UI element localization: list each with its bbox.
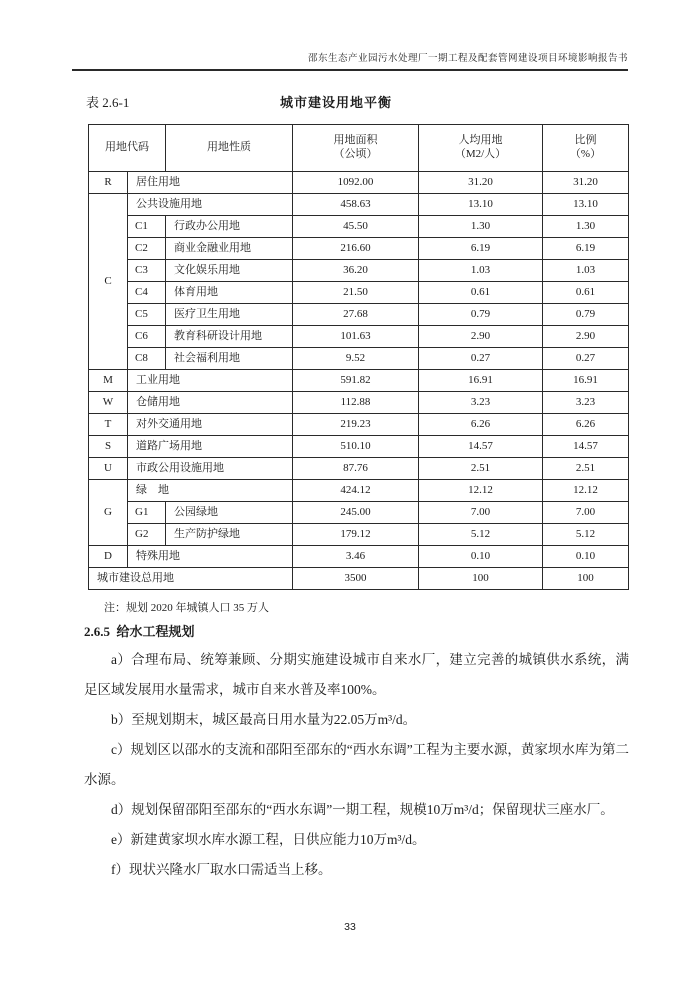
land-name: 市政公用设施用地 <box>128 458 293 480</box>
land-area: 9.52 <box>293 348 419 370</box>
land-code: U <box>89 458 128 480</box>
per-capita: 6.26 <box>419 414 543 436</box>
land-area: 245.00 <box>293 502 419 524</box>
table-row <box>89 326 629 348</box>
land-area: 179.12 <box>293 524 419 546</box>
land-area: 3500 <box>293 568 419 590</box>
land-name: 特殊用地 <box>128 546 293 568</box>
ratio: 14.57 <box>543 436 629 458</box>
land-subcode: C2 <box>128 238 166 260</box>
land-subcode: C3 <box>128 260 166 282</box>
ratio: 0.10 <box>543 546 629 568</box>
paragraph-e: e）新建黄家坝水库水源工程，日供应能力10万m³/d。 <box>111 832 426 847</box>
paragraph-f: f）现状兴隆水厂取水口需适当上移。 <box>111 862 332 877</box>
per-capita: 1.30 <box>419 216 543 238</box>
land-area: 216.60 <box>293 238 419 260</box>
ratio: 16.91 <box>543 370 629 392</box>
land-name: 教育科研设计用地 <box>166 326 293 348</box>
table-label: 表 2.6-1 <box>86 95 130 110</box>
header-per-capita-line2: （M2/人） <box>454 148 507 160</box>
land-area: 27.68 <box>293 304 419 326</box>
header-land-code: 用地代码 <box>89 125 166 172</box>
header-per-capita-line1: 人均用地 <box>458 134 503 147</box>
ratio: 6.26 <box>543 414 629 436</box>
ratio: 5.12 <box>543 524 629 546</box>
ratio: 31.20 <box>543 172 629 194</box>
land-name: 社会福利用地 <box>166 348 293 370</box>
land-area: 45.50 <box>293 216 419 238</box>
land-name: 生产防护绿地 <box>166 524 293 546</box>
land-area: 21.50 <box>293 282 419 304</box>
table-row <box>89 238 629 260</box>
table-title: 城市建设用地平衡 <box>279 95 392 110</box>
land-name: 体育用地 <box>166 282 293 304</box>
per-capita: 6.19 <box>419 238 543 260</box>
ratio: 3.23 <box>543 392 629 414</box>
per-capita: 14.57 <box>419 436 543 458</box>
land-code: R <box>89 172 128 194</box>
header-land-area <box>293 125 419 172</box>
per-capita: 100 <box>419 568 543 590</box>
land-name: 文化娱乐用地 <box>166 260 293 282</box>
table-row <box>89 260 629 282</box>
land-subcode: C5 <box>128 304 166 326</box>
table-row <box>89 502 629 524</box>
header-land-area-line1: 用地面积 <box>333 134 378 147</box>
land-code: C <box>89 194 128 370</box>
table-row <box>89 546 629 568</box>
land-area: 112.88 <box>293 392 419 414</box>
land-name: 公共设施用地 <box>128 194 293 216</box>
land-name: 公园绿地 <box>166 502 293 524</box>
paragraph-c: c）规划区以邵水的支流和邵阳至邵东的“西水东调”工程为主要水源，黄家坝水库为第二水源。 <box>84 742 629 787</box>
header-ratio <box>543 125 629 172</box>
running-header: 邵东生态产业园污水处理厂一期工程及配套管网建设项目环境影响报告书 <box>72 50 628 71</box>
land-code: D <box>89 546 128 568</box>
body-text <box>84 645 629 885</box>
land-name: 道路广场用地 <box>128 436 293 458</box>
per-capita: 0.10 <box>419 546 543 568</box>
ratio: 100 <box>543 568 629 590</box>
table-row <box>89 480 629 502</box>
table-row <box>89 348 629 370</box>
table-total-row <box>89 568 629 590</box>
per-capita: 31.20 <box>419 172 543 194</box>
paragraph-a: a）合理布局、统筹兼顾、分期实施建设城市自来水厂，建立完善的城镇供水系统，满足区域发展用水量需求，城市自来水普及率100%。 <box>84 652 629 697</box>
per-capita: 12.12 <box>419 480 543 502</box>
table-row <box>89 392 629 414</box>
land-area: 101.63 <box>293 326 419 348</box>
per-capita: 5.12 <box>419 524 543 546</box>
ratio: 7.00 <box>543 502 629 524</box>
table-row <box>89 216 629 238</box>
table-row <box>89 282 629 304</box>
header-land-nature: 用地性质 <box>166 125 293 172</box>
ratio: 13.10 <box>543 194 629 216</box>
land-area: 3.46 <box>293 546 419 568</box>
header-ratio-line1: 比例 <box>574 134 597 147</box>
table-row <box>89 414 629 436</box>
land-area: 219.23 <box>293 414 419 436</box>
land-code: W <box>89 392 128 414</box>
ratio: 1.03 <box>543 260 629 282</box>
table-row <box>89 370 629 392</box>
land-subcode: C8 <box>128 348 166 370</box>
table-caption <box>84 92 628 110</box>
per-capita: 13.10 <box>419 194 543 216</box>
ratio: 0.61 <box>543 282 629 304</box>
land-area: 36.20 <box>293 260 419 282</box>
land-code: G <box>89 480 128 546</box>
land-subcode: G1 <box>128 502 166 524</box>
table-note: 注：规划 2020 年城镇人口 35 万人 <box>104 602 269 614</box>
land-subcode: G2 <box>128 524 166 546</box>
land-subcode: C1 <box>128 216 166 238</box>
ratio: 6.19 <box>543 238 629 260</box>
table-row <box>89 194 629 216</box>
land-name: 仓储用地 <box>128 392 293 414</box>
per-capita: 16.91 <box>419 370 543 392</box>
land-code: M <box>89 370 128 392</box>
land-name: 工业用地 <box>128 370 293 392</box>
paragraph-d: d）规划保留邵阳至邵东的“西水东调”一期工程，规模10万m³/d；保留现状三座水厂。 <box>111 802 614 817</box>
land-area: 424.12 <box>293 480 419 502</box>
ratio: 0.27 <box>543 348 629 370</box>
land-area: 458.63 <box>293 194 419 216</box>
land-area: 510.10 <box>293 436 419 458</box>
per-capita: 2.51 <box>419 458 543 480</box>
land-name: 对外交通用地 <box>128 414 293 436</box>
table-header-row <box>89 125 629 172</box>
land-use-table <box>88 124 629 590</box>
table-row <box>89 304 629 326</box>
ratio: 2.90 <box>543 326 629 348</box>
table-row <box>89 436 629 458</box>
paragraph-b: b）至规划期末，城区最高日用水量为22.05万m³/d。 <box>111 712 417 727</box>
land-subcode: C6 <box>128 326 166 348</box>
land-code: S <box>89 436 128 458</box>
per-capita: 2.90 <box>419 326 543 348</box>
table-row <box>89 524 629 546</box>
ratio: 0.79 <box>543 304 629 326</box>
header-ratio-line2: （%） <box>569 148 602 160</box>
land-area: 1092.00 <box>293 172 419 194</box>
per-capita: 1.03 <box>419 260 543 282</box>
ratio: 1.30 <box>543 216 629 238</box>
header-land-area-line2: （公顷） <box>333 148 378 160</box>
land-code: T <box>89 414 128 436</box>
land-area: 87.76 <box>293 458 419 480</box>
ratio: 12.12 <box>543 480 629 502</box>
header-per-capita <box>419 125 543 172</box>
land-name: 行政办公用地 <box>166 216 293 238</box>
table-row <box>89 458 629 480</box>
per-capita: 0.27 <box>419 348 543 370</box>
land-subcode: C4 <box>128 282 166 304</box>
land-name: 医疗卫生用地 <box>166 304 293 326</box>
page-number: 33 <box>344 921 356 933</box>
per-capita: 0.79 <box>419 304 543 326</box>
land-area: 591.82 <box>293 370 419 392</box>
land-name: 绿 地 <box>128 480 293 502</box>
per-capita: 3.23 <box>419 392 543 414</box>
table-row <box>89 172 629 194</box>
section-heading: 2.6.5 给水工程规划 <box>84 624 195 639</box>
land-name: 商业金融业用地 <box>166 238 293 260</box>
per-capita: 7.00 <box>419 502 543 524</box>
land-name: 居住用地 <box>128 172 293 194</box>
land-name: 城市建设总用地 <box>89 568 293 590</box>
ratio: 2.51 <box>543 458 629 480</box>
per-capita: 0.61 <box>419 282 543 304</box>
